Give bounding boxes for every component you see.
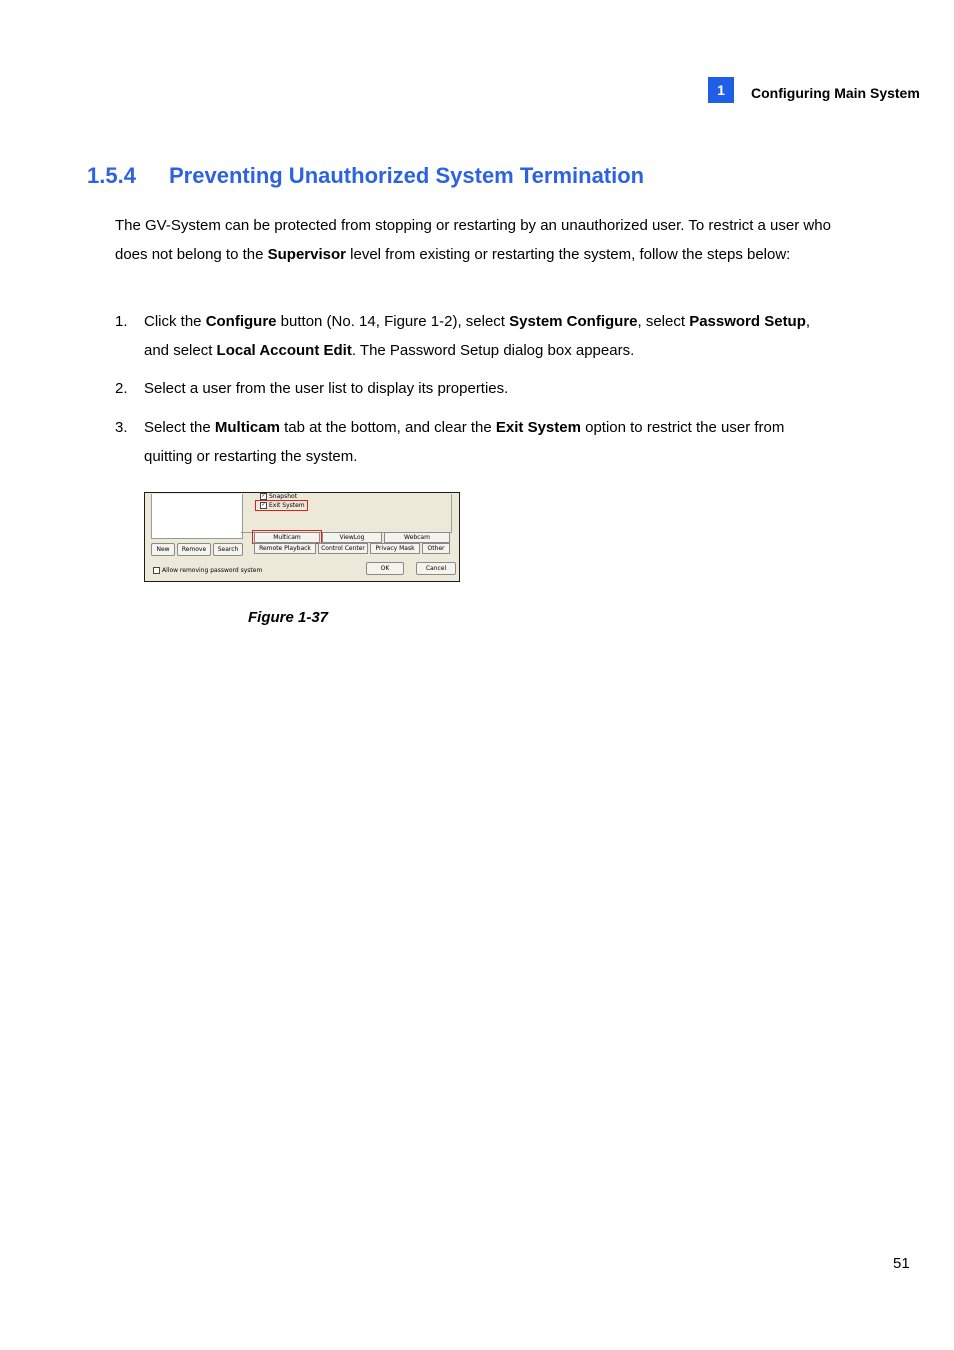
exit-system-checkbox[interactable]: ✓ Exit System	[261, 502, 305, 509]
tab-privacy-mask[interactable]: Privacy Mask	[370, 543, 420, 554]
snapshot-checkbox[interactable]: ✓ Snapshot	[261, 493, 298, 500]
search-button[interactable]: Search	[213, 543, 243, 556]
step-text: Select a user from the user list to display its properties.	[144, 380, 509, 397]
step-text: Select the Multicam tab at the bottom, and clear the Exit System option to restrict the user from quitting or restarting the system.	[144, 419, 785, 465]
step-text: Click the Configure button (No. 14, Figure 1-2), select System Configure, select Password Setup, and select Local Account Edit. The Password Setup dialog box appears.	[144, 313, 811, 359]
user-list[interactable]	[151, 494, 243, 539]
exit-system-highlight	[255, 500, 308, 511]
chapter-title: Configuring Main System	[751, 85, 920, 101]
step-1	[115, 307, 835, 365]
intro-text-2: level from existing or restarting the system, follow the steps below:	[346, 246, 791, 263]
intro-bold-supervisor: Supervisor	[267, 246, 346, 263]
step-2	[115, 374, 835, 403]
cancel-button[interactable]: Cancel	[416, 562, 456, 575]
tab-webcam[interactable]: Webcam	[384, 532, 450, 543]
checkbox-icon: ✓	[261, 502, 266, 508]
step-3	[115, 413, 835, 471]
new-button[interactable]: New	[151, 543, 175, 556]
tab-viewlog[interactable]: ViewLog	[322, 532, 382, 543]
figure-caption: Figure 1-37	[248, 609, 329, 626]
step-number: 1.	[115, 313, 128, 330]
tab-control-center[interactable]: Control Center	[318, 543, 368, 554]
ok-button[interactable]: OK	[366, 562, 404, 575]
tab-other[interactable]: Other	[422, 543, 450, 554]
page-number: 51	[893, 1255, 910, 1272]
tab-multicam[interactable]: Multicam	[254, 532, 320, 543]
multicam-highlight	[252, 530, 322, 544]
step-number: 2.	[115, 380, 128, 397]
section-title: Preventing Unauthorized System Termination	[169, 163, 645, 188]
remove-button[interactable]: Remove	[177, 543, 211, 556]
tab-remote-playback[interactable]: Remote Playback	[254, 543, 316, 554]
step-number: 3.	[115, 419, 128, 436]
intro-paragraph	[115, 211, 835, 269]
checkbox-icon	[153, 567, 160, 574]
intro-text-1: The GV-System can be protected from stopping or restarting by an unauthorized user. To restrict a user who does not belong to the	[115, 217, 831, 263]
chapter-badge: 1	[708, 77, 734, 103]
password-setup-dialog	[144, 492, 460, 582]
allow-removing-checkbox[interactable]: Allow removing password system	[153, 567, 262, 574]
section-heading	[87, 163, 644, 189]
section-number: 1.5.4	[87, 163, 136, 188]
checkbox-icon: ✓	[261, 493, 266, 499]
